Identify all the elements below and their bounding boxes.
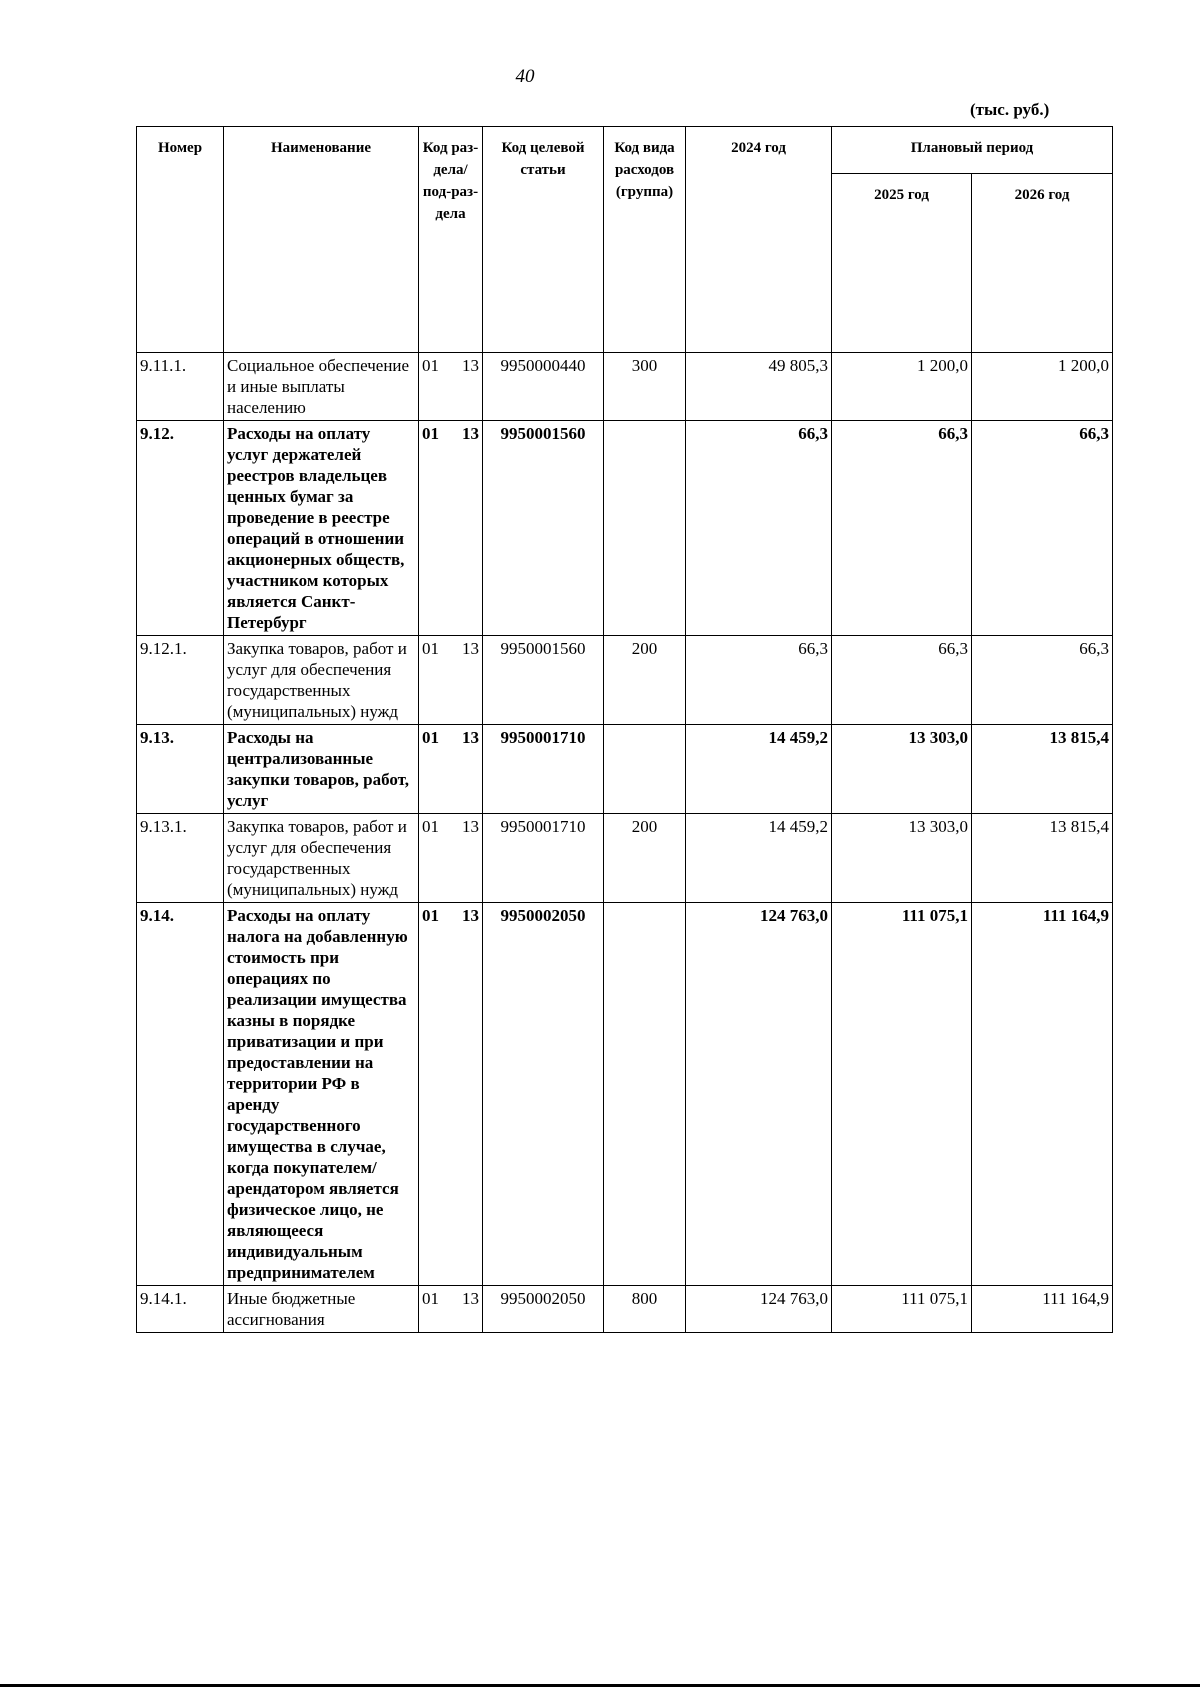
- table-body: [137, 353, 1113, 1333]
- row-target-code: 9950001560: [483, 636, 604, 725]
- section-code: 01: [422, 728, 439, 747]
- row-name: Расходы на оплату услуг держателей реестров владельцев ценных бумаг за проведение в реестре операций в отношении акционерных обществ, участником которых является Санкт-Петербург: [224, 421, 419, 636]
- row-section-code: [419, 814, 483, 903]
- table-row: [137, 725, 1113, 814]
- header-row: [137, 127, 1113, 174]
- row-amount-2024: 14 459,2: [686, 814, 832, 903]
- section-code: 01: [422, 424, 439, 443]
- row-target-code: 9950002050: [483, 1286, 604, 1333]
- row-expense-type: [604, 725, 686, 814]
- row-target-code: 9950001560: [483, 421, 604, 636]
- row-number: 9.13.1.: [137, 814, 224, 903]
- subsection-code: 13: [462, 1289, 479, 1308]
- row-amount-2024: 124 763,0: [686, 1286, 832, 1333]
- row-amount-2025: 1 200,0: [832, 353, 972, 421]
- table-row: [137, 903, 1113, 1286]
- row-name: Расходы на централизованные закупки товаров, работ, услуг: [224, 725, 419, 814]
- section-code: 01: [422, 906, 439, 925]
- row-section-code: [419, 1286, 483, 1333]
- row-target-code: 9950002050: [483, 903, 604, 1286]
- row-section-code: [419, 725, 483, 814]
- row-amount-2026: 111 164,9: [972, 1286, 1113, 1333]
- table-row: [137, 353, 1113, 421]
- header-expense-type: Код вида расходов (группа): [604, 127, 686, 353]
- row-number: 9.14.1.: [137, 1286, 224, 1333]
- page-bottom-rule: [0, 1684, 1200, 1687]
- row-name: Расходы на оплату налога на добавленную стоимость при операциях по реализации имущества казны в порядке приватизации и при предоставлении на территории РФ в аренду государственного имущества в случае, когда покупателем/арендатором является физическое лицо, не являющееся индивидуальным предпринимателем: [224, 903, 419, 1286]
- table-row: [137, 636, 1113, 725]
- row-amount-2026: 111 164,9: [972, 903, 1113, 1286]
- row-amount-2024: 66,3: [686, 421, 832, 636]
- subsection-code: 13: [462, 639, 479, 658]
- row-expense-type: [604, 903, 686, 1286]
- row-expense-type: 200: [604, 814, 686, 903]
- row-amount-2025: 66,3: [832, 421, 972, 636]
- row-amount-2025: 13 303,0: [832, 814, 972, 903]
- row-section-code: [419, 353, 483, 421]
- row-expense-type: 200: [604, 636, 686, 725]
- row-amount-2024: 124 763,0: [686, 903, 832, 1286]
- section-code: 01: [422, 356, 439, 375]
- header-name: Наименование: [224, 127, 419, 353]
- row-amount-2024: 66,3: [686, 636, 832, 725]
- header-year-2024: 2024 год: [686, 127, 832, 353]
- row-amount-2026: 1 200,0: [972, 353, 1113, 421]
- section-code: 01: [422, 1289, 439, 1308]
- subsection-code: 13: [462, 728, 479, 747]
- row-amount-2026: 13 815,4: [972, 814, 1113, 903]
- row-number: 9.12.: [137, 421, 224, 636]
- row-number: 9.14.: [137, 903, 224, 1286]
- subsection-code: 13: [462, 906, 479, 925]
- section-code: 01: [422, 639, 439, 658]
- page-number: 40: [515, 66, 535, 87]
- row-section-code: [419, 421, 483, 636]
- row-expense-type: [604, 421, 686, 636]
- row-expense-type: 800: [604, 1286, 686, 1333]
- subsection-code: 13: [462, 424, 479, 443]
- row-amount-2026: 66,3: [972, 636, 1113, 725]
- row-expense-type: 300: [604, 353, 686, 421]
- subsection-code: 13: [462, 356, 479, 375]
- row-target-code: 9950001710: [483, 814, 604, 903]
- header-section-code: Код раз-дела/ под-раз-дела: [419, 127, 483, 353]
- row-target-code: 9950001710: [483, 725, 604, 814]
- row-amount-2025: 111 075,1: [832, 903, 972, 1286]
- row-amount-2024: 14 459,2: [686, 725, 832, 814]
- header-number: Номер: [137, 127, 224, 353]
- section-code: 01: [422, 817, 439, 836]
- row-number: 9.12.1.: [137, 636, 224, 725]
- subsection-code: 13: [462, 817, 479, 836]
- row-amount-2026: 66,3: [972, 421, 1113, 636]
- table-row: [137, 421, 1113, 636]
- table-row: [137, 814, 1113, 903]
- row-section-code: [419, 636, 483, 725]
- row-target-code: 9950000440: [483, 353, 604, 421]
- row-name: Социальное обеспечение и иные выплаты населению: [224, 353, 419, 421]
- row-amount-2025: 111 075,1: [832, 1286, 972, 1333]
- budget-table: [136, 126, 1113, 1333]
- row-name: Закупка товаров, работ и услуг для обеспечения государственных (муниципальных) нужд: [224, 636, 419, 725]
- row-amount-2024: 49 805,3: [686, 353, 832, 421]
- row-amount-2026: 13 815,4: [972, 725, 1113, 814]
- row-amount-2025: 66,3: [832, 636, 972, 725]
- row-amount-2025: 13 303,0: [832, 725, 972, 814]
- row-number: 9.13.: [137, 725, 224, 814]
- header-planned-period: Плановый период: [832, 127, 1113, 174]
- units-label: (тыс. руб.): [970, 100, 1050, 119]
- row-section-code: [419, 903, 483, 1286]
- header-target-code: Код целевой статьи: [483, 127, 604, 353]
- row-name: Закупка товаров, работ и услуг для обеспечения государственных (муниципальных) нужд: [224, 814, 419, 903]
- header-year-2025: 2025 год: [832, 174, 972, 353]
- table-row: [137, 1286, 1113, 1333]
- row-number: 9.11.1.: [137, 353, 224, 421]
- header-year-2026: 2026 год: [972, 174, 1113, 353]
- row-name: Иные бюджетные ассигнования: [224, 1286, 419, 1333]
